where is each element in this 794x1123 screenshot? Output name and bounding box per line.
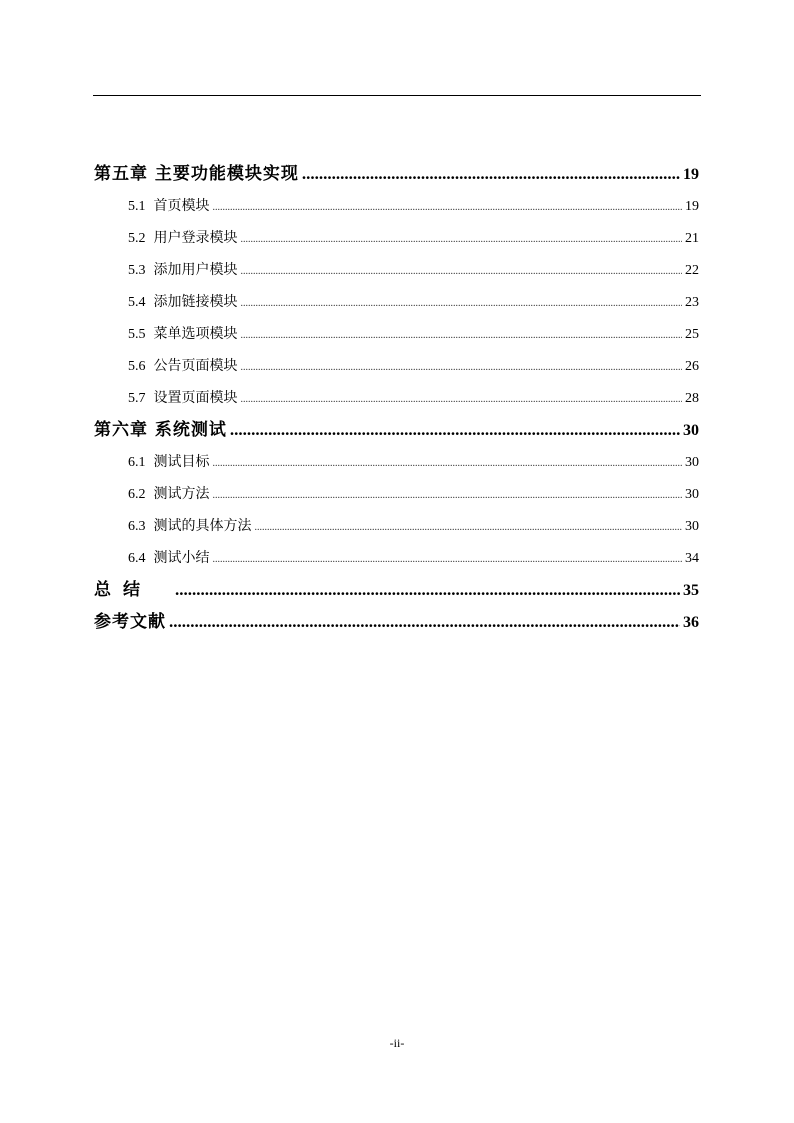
toc-entry-number: 6.3 [128,519,146,534]
toc-entry-page: 21 [685,231,699,246]
toc-entry-title: 添加用户模块 [153,262,238,278]
toc-entry-page: 36 [683,614,699,631]
toc-section-5-7[interactable] [94,382,699,414]
toc-entry-page: 22 [685,263,699,278]
toc-dot-leader [175,574,680,606]
toc-dot-leader [241,288,683,320]
toc-chapter-5[interactable] [94,158,699,190]
toc-entry-title: 总结 [94,580,152,600]
table-of-contents [94,158,699,638]
toc-entry-title: 测试目标 [153,454,210,470]
toc-entry-number: 5.2 [128,231,146,246]
toc-entry-title: 菜单选项模块 [153,326,238,342]
toc-section-6-1[interactable] [94,446,699,478]
toc-dot-leader [230,414,680,446]
toc-entry-title: 首页模块 [153,198,210,214]
toc-entry-number: 5.1 [128,199,146,214]
toc-entry-title: 第五章 主要功能模块实现 [94,164,299,184]
toc-section-5-2[interactable] [94,222,699,254]
toc-section-6-2[interactable] [94,478,699,510]
toc-entry-page: 28 [685,391,699,406]
page-number-footer: -ii- [389,1036,405,1050]
toc-entry-number: 5.3 [128,263,146,278]
toc-dot-leader [241,224,683,256]
toc-dot-leader [169,606,680,638]
toc-entry-page: 19 [685,199,699,214]
toc-entry-page: 23 [685,295,699,310]
toc-dot-leader [255,512,683,544]
toc-dot-leader [241,352,683,384]
toc-section-5-6[interactable] [94,350,699,382]
toc-entry-title: 测试方法 [153,486,210,502]
toc-entry-page: 34 [685,551,699,566]
toc-entry-page: 25 [685,327,699,342]
toc-section-5-4[interactable] [94,286,699,318]
toc-entry-title: 第六章 系统测试 [94,420,227,440]
toc-chapter-references[interactable] [94,606,699,638]
toc-entry-page: 26 [685,359,699,374]
toc-entry-number: 5.4 [128,295,146,310]
toc-entry-title: 设置页面模块 [153,390,238,406]
toc-section-5-3[interactable] [94,254,699,286]
toc-dot-leader [213,192,683,224]
toc-entry-number: 6.4 [128,551,146,566]
toc-entry-title: 参考文献 [94,612,166,632]
toc-section-5-5[interactable] [94,318,699,350]
toc-chapter-6[interactable] [94,414,699,446]
toc-dot-leader [213,480,683,512]
toc-dot-leader [241,256,683,288]
toc-dot-leader [302,158,680,190]
toc-entry-title: 用户登录模块 [153,230,238,246]
toc-chapter-summary[interactable] [94,574,699,606]
toc-entry-page: 35 [683,582,699,599]
toc-entry-number: 6.1 [128,455,146,470]
header-rule [93,95,701,96]
toc-entry-title: 添加链接模块 [153,294,238,310]
toc-entry-page: 30 [685,487,699,502]
toc-entry-page: 30 [685,455,699,470]
toc-entry-number: 5.7 [128,391,146,406]
toc-entry-title: 测试小结 [153,550,210,566]
toc-entry-number: 5.6 [128,359,146,374]
toc-entry-page: 30 [685,519,699,534]
toc-entry-number: 6.2 [128,487,146,502]
toc-dot-leader [213,448,683,480]
toc-dot-leader [241,320,683,352]
toc-dot-leader [241,384,683,416]
toc-dot-leader [213,544,683,576]
toc-entry-page: 30 [683,422,699,439]
toc-section-6-4[interactable] [94,542,699,574]
toc-entry-title: 公告页面模块 [153,358,238,374]
toc-entry-number: 5.5 [128,327,146,342]
toc-entry-title: 测试的具体方法 [153,518,252,534]
toc-section-5-1[interactable] [94,190,699,222]
toc-entry-page: 19 [683,166,699,183]
toc-section-6-3[interactable] [94,510,699,542]
